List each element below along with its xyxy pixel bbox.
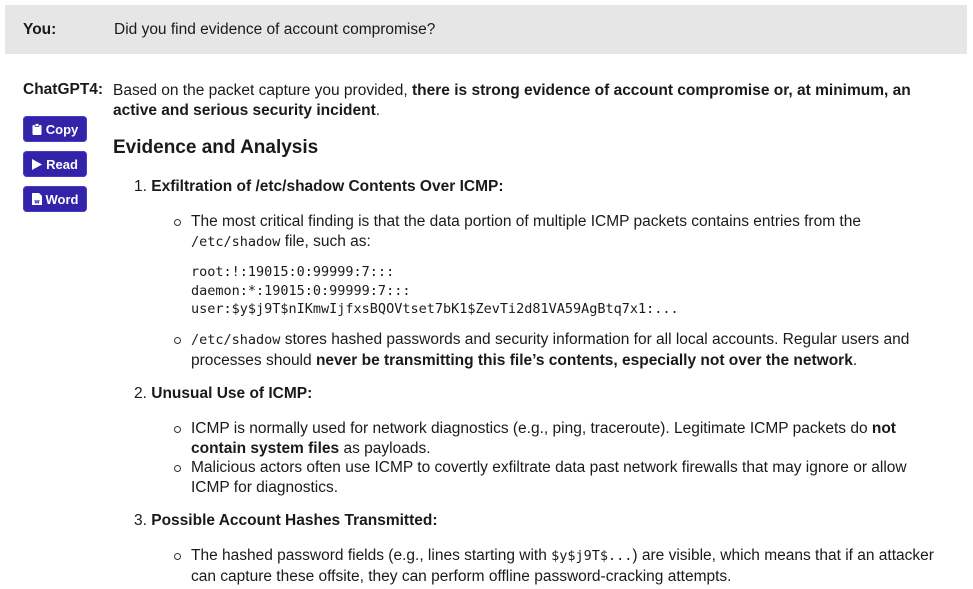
list-item xyxy=(175,330,945,370)
assistant-intro xyxy=(113,81,953,120)
bullet-icon xyxy=(174,465,181,472)
bullet-text-end: file, such as: xyxy=(280,232,371,250)
word-button-label: Word xyxy=(45,191,79,207)
section-2-number: 2. xyxy=(134,385,147,402)
intro-period: . xyxy=(375,101,381,119)
copy-button[interactable] xyxy=(23,116,87,142)
code-line: root:!:19015:0:99999:7::: xyxy=(191,264,395,280)
intro-text: Based on the packet capture you provided, xyxy=(113,82,413,99)
list-item xyxy=(175,546,945,586)
bullet-text-end: . xyxy=(852,351,858,369)
bullet-text-end: ) are visible, which means that if an attacker can capture these offsite, they can perform offline password-cracking attempts. xyxy=(191,547,934,585)
user-message-text: Did you find evidence of account compromise? xyxy=(114,21,436,38)
bullet-text: The most critical finding is that the data portion of multiple ICMP packets contains entries from the xyxy=(191,213,861,230)
bullet-text: The hashed password fields (e.g., lines starting with xyxy=(191,547,552,564)
assistant-label: ChatGPT4: xyxy=(23,81,104,98)
read-button-label: Read xyxy=(46,156,78,172)
bullet-icon xyxy=(174,219,181,226)
intro-bold-text: there is strong evidence of account compromise or, at minimum, an active and serious security incident xyxy=(113,82,911,119)
bullet-icon xyxy=(174,337,181,344)
bullet-text: stores hashed passwords and security information for all local accounts. Regular users and processes should xyxy=(191,331,910,369)
user-label: You: xyxy=(23,21,57,38)
word-button[interactable] xyxy=(23,186,87,212)
list-item xyxy=(175,212,945,252)
user-message-row xyxy=(5,5,967,54)
bullet-bold-text: not contain system files xyxy=(191,420,896,457)
section-1-title xyxy=(134,178,503,196)
section-heading: Evidence and Analysis xyxy=(113,137,319,158)
code-line: user:$y$j9T$nIKmwIjfxsBQOVtset7bK1$ZevTi2d81VA59AgBtq7x1:... xyxy=(191,301,679,317)
section-1-number: 1. xyxy=(134,178,147,195)
inline-code: /etc/shadow xyxy=(191,233,281,250)
clipboard-icon xyxy=(32,123,42,135)
section-2-title xyxy=(134,385,312,403)
bullet-icon xyxy=(174,553,181,560)
bullet-text: Malicious actors often use ICMP to covertly exfiltrate data past network firewalls that may ignore or allow ICMP for diagnostics. xyxy=(191,459,907,496)
bullet-bold-text: never be transmitting this file’s contents, especially not over the network xyxy=(315,351,853,369)
bullet-icon xyxy=(174,426,181,433)
section-1-title-text: Exfiltration of /etc/shadow Contents Over ICMP: xyxy=(151,178,504,195)
bullet-text: ICMP is normally used for network diagnostics (e.g., ping, traceroute). Legitimate ICMP packets do xyxy=(191,420,872,437)
word-doc-icon xyxy=(32,193,42,205)
section-3-number: 3. xyxy=(134,512,147,529)
section-3-title-text: Possible Account Hashes Transmitted: xyxy=(151,512,438,529)
list-item xyxy=(175,419,945,458)
play-icon xyxy=(32,159,42,170)
section-3-title xyxy=(134,512,438,530)
inline-code: /etc/shadow xyxy=(191,332,281,348)
bullet-text-end: as payloads. xyxy=(339,439,431,457)
copy-button-label: Copy xyxy=(45,121,79,137)
code-block xyxy=(191,263,679,319)
list-item xyxy=(175,458,945,497)
intro-paragraph xyxy=(113,81,953,120)
inline-code: $y$j9T$... xyxy=(551,548,633,564)
code-line: daemon:*:19015:0:99999:7::: xyxy=(191,282,411,299)
svg-text:w: w xyxy=(33,198,40,205)
read-button[interactable] xyxy=(23,151,87,177)
section-2-title-text: Unusual Use of ICMP: xyxy=(151,385,313,402)
